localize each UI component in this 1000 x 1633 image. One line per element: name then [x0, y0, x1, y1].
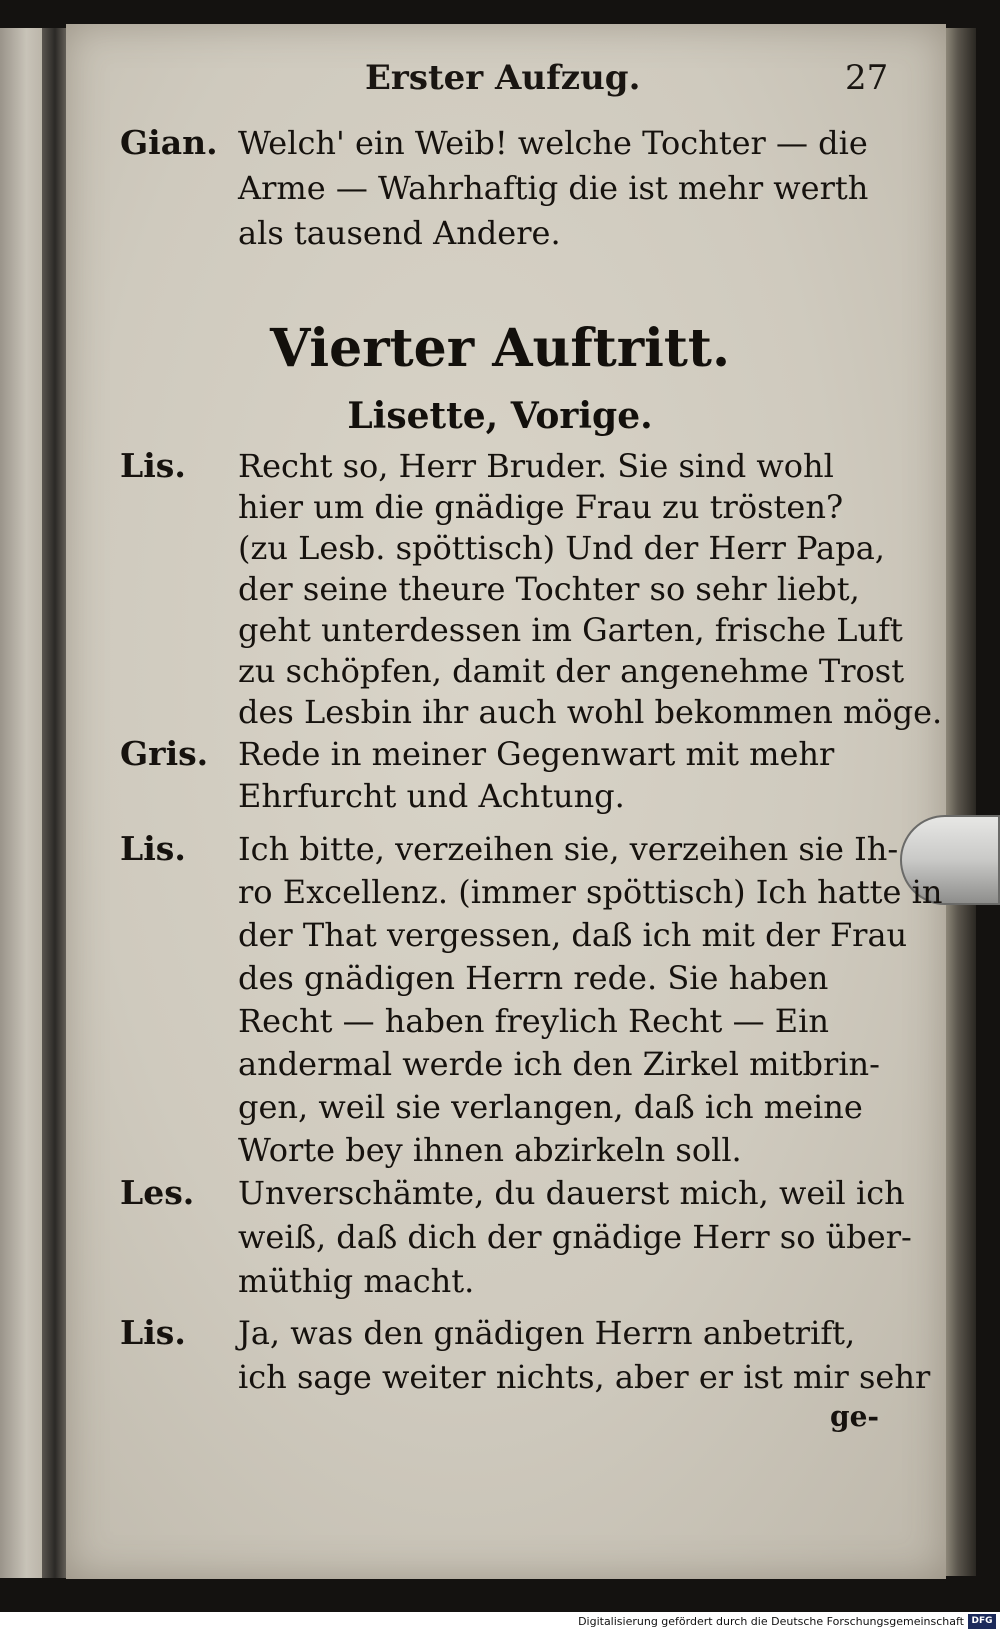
book-gutter	[42, 28, 68, 1578]
speech-line: Rede in meiner Gegenwart mit mehr	[238, 735, 835, 773]
speech-line: des gnädigen Herrn rede. Sie haben	[238, 959, 829, 997]
speech-line: der seine theure Tochter so sehr liebt,	[238, 570, 860, 608]
speech-line: Ich bitte, verzeihen sie, verzeihen sie Ih-	[238, 830, 899, 868]
speech-line: hier um die gnädige Frau zu trösten?	[238, 488, 844, 526]
catchword: ge-	[830, 1400, 880, 1433]
speech-line: Ehrfurcht und Achtung.	[238, 777, 625, 815]
speech-line: ich sage weiter nichts, aber er ist mir sehr	[238, 1358, 931, 1396]
speech-line: Arme — Wahrhaftig die ist mehr werth	[238, 169, 869, 207]
speech-line: Recht — haben freylich Recht — Ein	[238, 1002, 829, 1040]
scene-cast: Lisette, Vorige.	[347, 395, 653, 437]
speech-line: des Lesbin ihr auch wohl bekommen möge.	[238, 693, 943, 731]
speech-line: als tausend Andere.	[238, 214, 561, 252]
speech-line: ro Excellenz. (immer spöttisch) Ich hatte in	[238, 873, 943, 911]
page-stack-edge	[946, 28, 976, 1576]
speech-line: gen, weil sie verlangen, daß ich meine	[238, 1088, 863, 1126]
speech-line: Unverschämte, du dauerst mich, weil ich	[238, 1174, 905, 1212]
speaker-label: Lis.	[120, 446, 186, 485]
speech-line: Recht so, Herr Bruder. Sie sind wohl	[238, 447, 834, 485]
speech-line: der That vergessen, daß ich mit der Frau	[238, 916, 908, 954]
page-number: 27	[845, 58, 889, 98]
scene-title: Vierter Auftritt.	[269, 318, 731, 379]
speech-line: Welch' ein Weib! welche Tochter — die	[238, 124, 868, 162]
speaker-label: Gian.	[120, 123, 218, 162]
funding-credit: Digitalisierung gefördert durch die Deutsche Forschungsgemeinschaft	[578, 1615, 964, 1628]
speech-line: Worte bey ihnen abzirkeln soll.	[238, 1131, 742, 1169]
dfg-logo: DFG	[968, 1614, 996, 1629]
speech-line: geht unterdessen im Garten, frische Luft	[238, 611, 903, 649]
running-head: Erster Aufzug.	[365, 58, 641, 98]
speech-line: (zu Lesb. spöttisch) Und der Herr Papa,	[238, 529, 885, 567]
speaker-label: Lis.	[120, 1313, 186, 1352]
speech-line: zu schöpfen, damit der angenehme Trost	[238, 652, 905, 690]
footer-bar	[0, 1612, 1000, 1633]
speech-line: andermal werde ich den Zirkel mitbrin-	[238, 1045, 880, 1083]
speech-line: Ja, was den gnädigen Herrn anbetrift,	[238, 1314, 856, 1352]
page-header	[100, 58, 900, 100]
speech-line: müthig macht.	[238, 1262, 475, 1300]
speaker-label: Gris.	[120, 734, 209, 773]
speaker-label: Lis.	[120, 829, 186, 868]
speaker-label: Les.	[120, 1173, 195, 1212]
speech-line: weiß, daß dich der gnädige Herr so über-	[238, 1218, 912, 1256]
